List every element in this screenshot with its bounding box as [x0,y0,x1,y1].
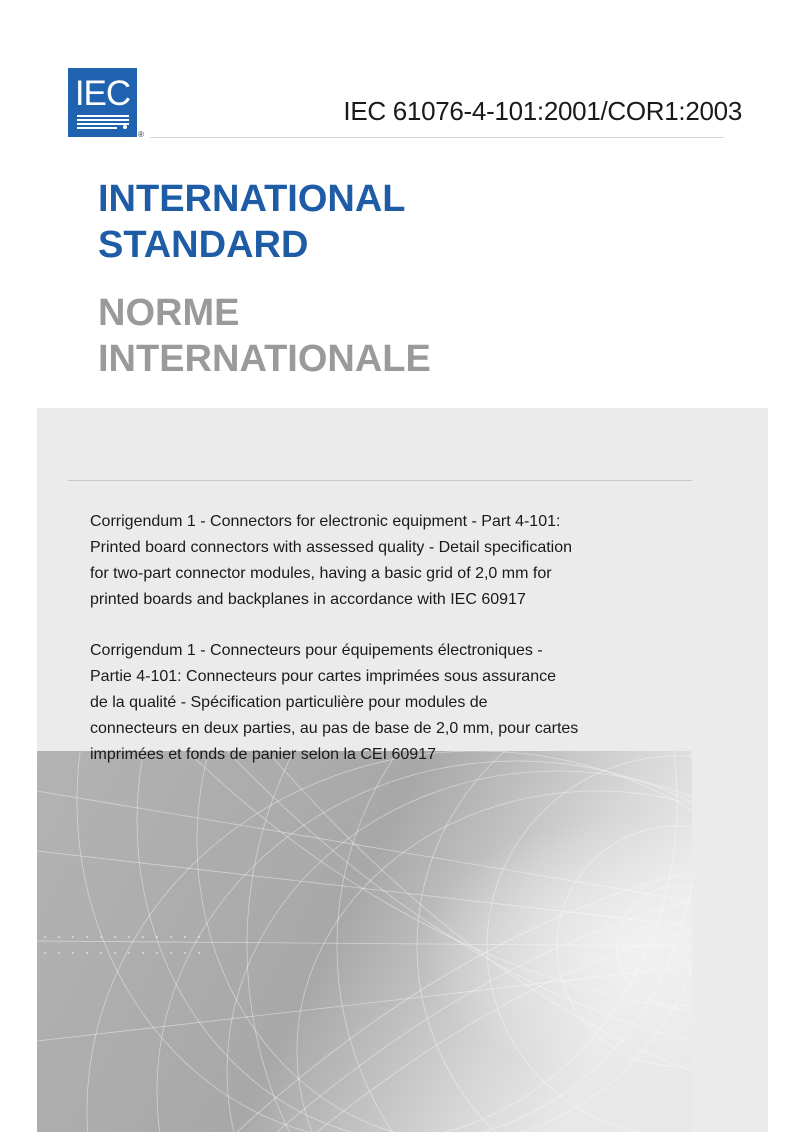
title-french [98,290,431,382]
description-french [90,638,630,768]
panel-divider [68,480,692,481]
description-line: de la qualité - Spécification particulière pour modules de [90,694,488,711]
iec-logo [68,68,137,137]
description-line: Corrigendum 1 - Connectors for electronic equipment - Part 4-101: [90,513,561,530]
description-line: Corrigendum 1 - Connecteurs pour équipements électroniques - [90,642,543,659]
logo-lines-icon [77,115,129,129]
description-line: Partie 4-101: Connecteurs pour cartes imprimées sous assurance [90,668,556,685]
title-english-line: STANDARD [98,224,309,266]
title-french-line: NORME [98,292,240,334]
registered-mark: ® [138,130,144,139]
logo-text: IEC [74,74,131,113]
title-english-line: INTERNATIONAL [98,178,406,220]
decorative-swirl-artwork [37,751,692,1132]
title-english [98,176,406,268]
title-french-line: INTERNATIONALE [98,338,431,380]
document-id: IEC 61076-4-101:2001/COR1:2003 [343,96,742,126]
description-line: for two-part connector modules, having a basic grid of 2,0 mm for [90,565,552,582]
description-line: printed boards and backplanes in accordance with IEC 60917 [90,591,526,608]
description-line: connecteurs en deux parties, au pas de base de 2,0 mm, pour cartes [90,720,579,737]
description-line: Printed board connectors with assessed quality - Detail specification [90,539,573,556]
description-line: imprimées et fonds de panier selon la CEI 60917 [90,746,436,763]
header-divider [150,137,724,138]
description-english [90,509,630,613]
